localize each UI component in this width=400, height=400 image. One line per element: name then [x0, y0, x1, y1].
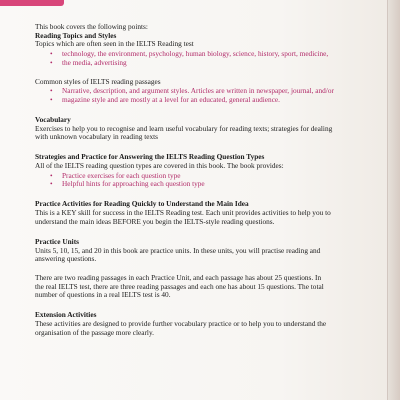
- reading-passages-bullet-1: • Narrative, description, and argument styles. Articles are written in newspaper, journal, and/or: [35, 87, 375, 96]
- practice-units-extra-line-2: the real IELTS test, there are three reading passages and each one has about 15 questions. The total: [35, 281, 324, 291]
- strategies-list: [35, 172, 375, 189]
- extension-line-1: These activities are designed to provide further vocabulary practice or to help you to understand the: [35, 319, 327, 329]
- document-content: [35, 23, 375, 337]
- reading-topics-heading: Reading Topics and Styles: [35, 30, 117, 40]
- reading-topics-bullet-2: • the media, advertising: [35, 59, 375, 68]
- main-idea-heading: Practice Activities for Reading Quickly to Understand the Main Idea: [35, 199, 249, 209]
- vocabulary-line-2: with unknown vocabulary in reading texts: [35, 132, 159, 142]
- extension-line-2: organisation of the passage more clearly.: [35, 327, 154, 337]
- reading-topics-text: Topics which are often seen in the IELTS Reading test: [35, 39, 194, 49]
- top-tab: [0, 0, 64, 6]
- extension-heading: Extension Activities: [35, 310, 97, 320]
- main-idea-line-2: understand the main ideas BEFORE you begin the IELTS-style reading questions.: [35, 216, 275, 226]
- practice-units-section: [35, 238, 375, 300]
- strategies-heading: Strategies and Practice for Answering the IELTS Reading Question Types: [35, 152, 265, 162]
- right-page-edge: [387, 0, 400, 400]
- vocabulary-line-1: Exercises to help you to recognise and learn useful vocabulary for reading texts; strategies for dealing: [35, 123, 333, 133]
- practice-units-line-2: answering questions.: [35, 254, 97, 264]
- main-idea-section: [35, 200, 375, 226]
- main-idea-line-1: This is a KEY skill for success in the IELTS Reading test. Each unit provides activities to help you to: [35, 208, 331, 218]
- strategies-bullet-2: • Helpful hints for approaching each question type: [35, 180, 375, 189]
- reading-passages-section: [35, 78, 375, 105]
- reading-topics-section: [35, 32, 375, 68]
- strategies-text: All of the IELTS reading question types are covered in this book. The book provides:: [35, 161, 284, 171]
- reading-topics-bullet-1: • technology, the environment, psychology, human biology, science, history, sport, medicine,: [35, 50, 375, 59]
- vocabulary-section: [35, 116, 375, 142]
- strategies-bullet-1: • Practice exercises for each question type: [35, 172, 375, 181]
- intro-text: This book covers the following points:: [35, 22, 148, 31]
- reading-topics-list: [35, 50, 375, 67]
- practice-units-extra-line-1: There are two reading passages in each Practice Unit, and each passage has about 25 questions. In: [35, 272, 322, 282]
- practice-units-extra-line-3: number of questions in a real IELTS test is 40.: [35, 290, 171, 300]
- practice-units-heading: Practice Units: [35, 236, 79, 246]
- strategies-section: [35, 153, 375, 189]
- vocabulary-heading: Vocabulary: [35, 114, 71, 124]
- reading-passages-text: Common styles of IELTS reading passages: [35, 76, 161, 86]
- practice-units-line-1: Units 5, 10, 15, and 20 in this book are practice units. In these units, you will practise reading and: [35, 245, 321, 255]
- extension-section: [35, 311, 375, 337]
- reading-passages-list: [35, 87, 375, 104]
- reading-passages-bullet-2: • magazine style and are mostly at a level for an educated, general audience.: [35, 96, 375, 105]
